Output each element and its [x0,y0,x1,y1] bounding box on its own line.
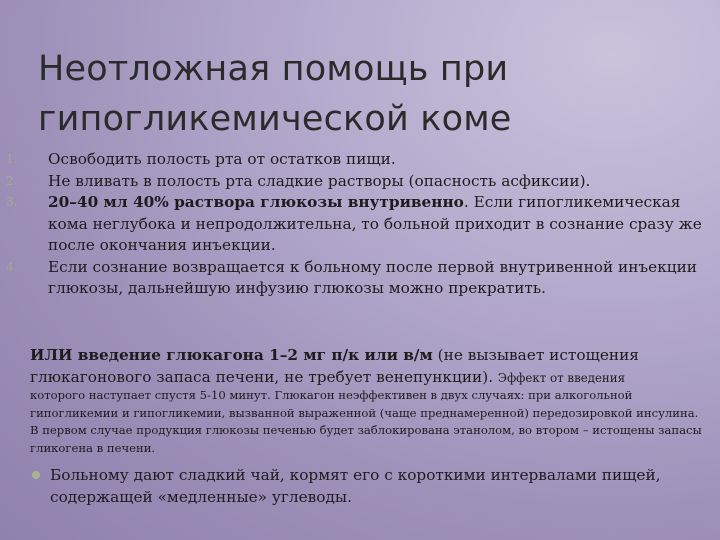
glucagon-small-text: Эффект от введения [497,370,626,385]
step-number: 1. [6,152,18,166]
glucagon-bold-text: ИЛИ введение глюкагона 1–2 мг п/к или в/м [30,346,433,364]
slide-title-line-1: Неотложная помощь при [38,49,509,89]
slide-title [38,44,678,144]
glucagon-note: которого наступает спустя 5-10 минут. Глюкагон неэффективен в двух случаях: при алкогольной гипогликемии и гипогликемии, вызванной выраженной (чаще преднамеренной) передозировкой инсулина. В первом случае продукция глюкозы печенью будет заблокирована этанолом, во втором – истощены запасы гликогена в печени. [30,388,702,455]
step-text: Не вливать в полость рта сладкие растворы (опасность асфиксии). [48,171,591,190]
bullet-item [30,464,710,508]
steps-list [6,149,706,300]
slide-title-line-2: гипогликемической коме [38,99,512,139]
step-text: . Если гипогликемическая кома неглубока и непродолжительна, то больной приходит в сознание сразу же после окончания инъекции. [48,193,702,254]
glucagon-text: (не вызывает истощения глюкагонового запаса печени, не требует венепункции). [30,346,639,386]
step-text: Освободить полость рта от остатков пищи. [48,150,396,168]
bullet-dot-icon [32,471,40,479]
glucagon-paragraph [30,345,710,389]
step-text: Если сознание возвращается к больному после первой внутривенной инъекции глюкозы, дальнейшую инфузию глюкозы можно прекратить. [48,257,697,297]
bullet-text: Больному дают сладкий чай, кормят его с короткими интервалами пищей, содержащей «медленные» углеводы. [50,466,661,506]
step-item-2 [6,171,706,193]
step-number: 2. [6,173,18,188]
step-item-4 [6,257,706,300]
step-bold-text: 20–40 мл 40% раствора глюкозы внутривенно [48,193,464,211]
step-item-1 [6,149,706,171]
step-number: 4. [6,259,18,274]
step-item-3 [6,192,706,257]
step-number: 3. [6,195,18,209]
